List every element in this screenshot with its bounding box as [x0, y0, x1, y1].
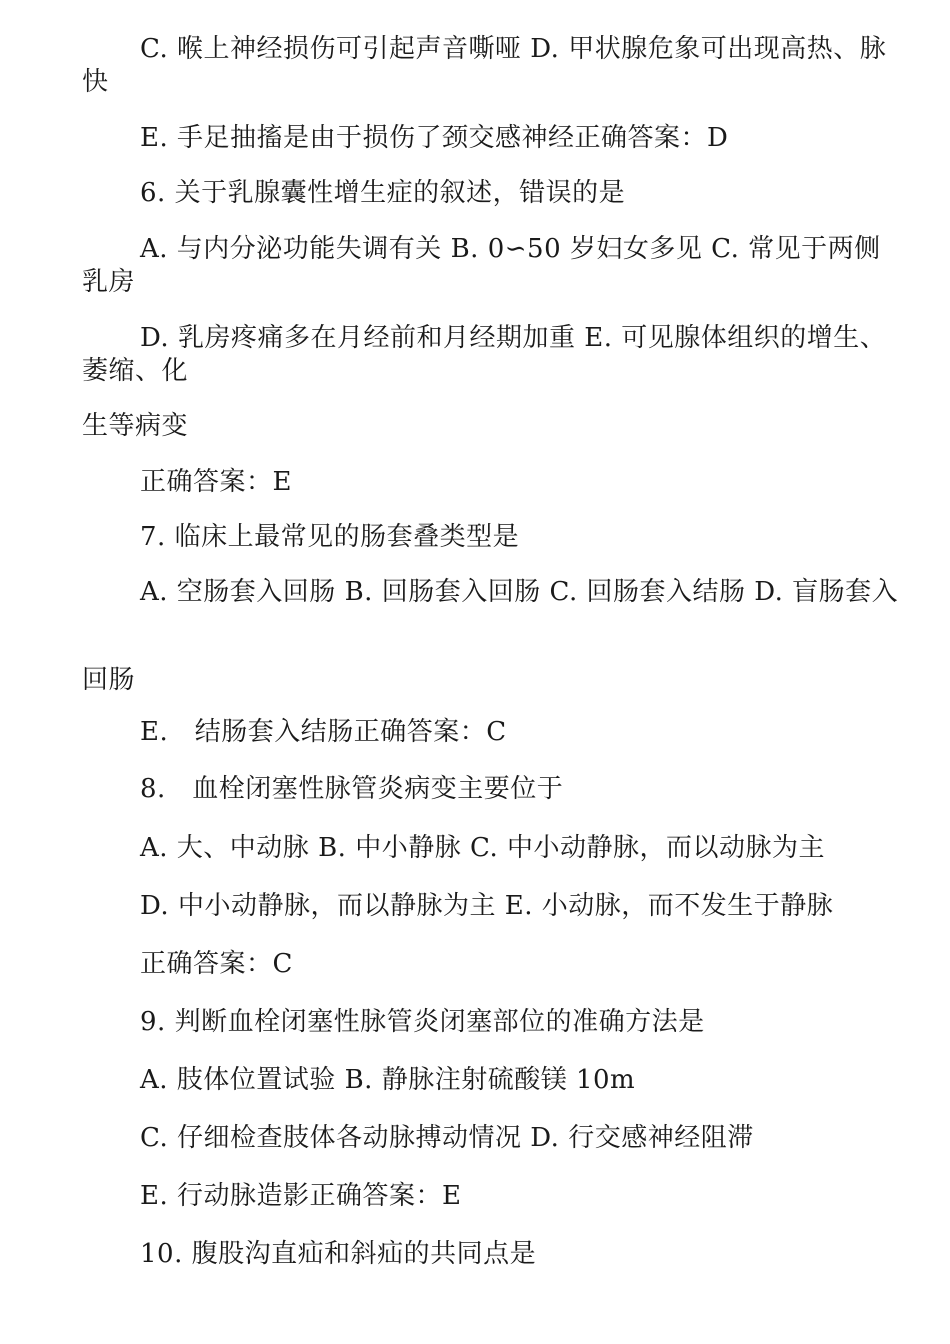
question-8: 8. 血栓闭塞性脉管炎病变主要位于	[140, 774, 564, 804]
options-d-e-q6: D. 乳房疼痛多在月经前和月经期加重 E. 可见腺体组织的增生、萎缩、化	[82, 323, 887, 386]
option-e-answer-q7: E. 结肠套入结肠正确答案：C	[140, 717, 507, 747]
option-e-continuation-q6: 生等病变	[82, 411, 189, 441]
options-c-d-q9: C. 仔细检查肢体各动脉搏动情况 D. 行交感神经阻滞	[140, 1123, 754, 1153]
options-d-e-q8: D. 中小动静脉，而以静脉为主 E. 小动脉，而不发生于静脉	[140, 891, 834, 921]
options-a-b-q9: A. 肢体位置试验 B. 静脉注射硫酸镁 10m	[140, 1065, 636, 1095]
answer-q6: 正确答案：E	[140, 467, 292, 497]
question-10: 10. 腹股沟直疝和斜疝的共同点是	[140, 1239, 537, 1269]
option-e-answer-q9: E. 行动脉造影正确答案：E	[140, 1181, 462, 1211]
options-a-d-q7: A. 空肠套入回肠 B. 回肠套入回肠 C. 回肠套入结肠 D. 盲肠套入	[140, 577, 899, 607]
answer-q8: 正确答案：C	[140, 949, 293, 979]
options-a-c-q8: A. 大、中动脉 B. 中小静脉 C. 中小动静脉，而以动脉为主	[140, 833, 825, 863]
question-7: 7. 临床上最常见的肠套叠类型是	[140, 522, 520, 552]
option-line-c-d-q5: C. 喉上神经损伤可引起声音嘶哑 D. 甲状腺危象可出现高热、脉快	[82, 34, 887, 97]
options-a-c-q6: A. 与内分泌功能失调有关 B. 0∽50 岁妇女多见 C. 常见于两侧乳房	[82, 234, 881, 297]
question-6: 6. 关于乳腺囊性增生症的叙述，错误的是	[140, 178, 626, 208]
question-9: 9. 判断血栓闭塞性脉管炎闭塞部位的准确方法是	[140, 1007, 705, 1037]
option-d-continuation-q7: 回肠	[82, 665, 136, 695]
option-e-answer-q5: E. 手足抽搐是由于损伤了颈交感神经正确答案：D	[140, 123, 729, 153]
